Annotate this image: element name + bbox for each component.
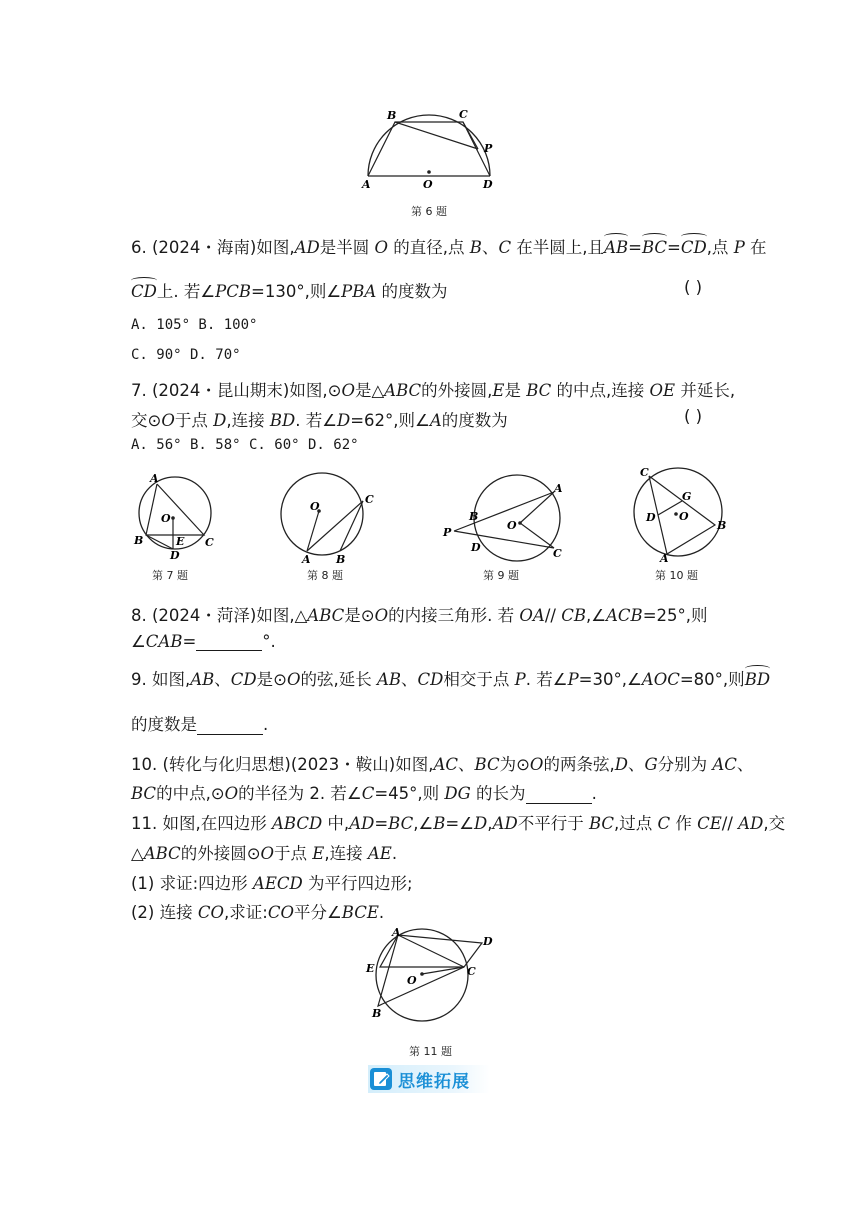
arc-CD-2: CD: [131, 282, 157, 301]
label-E: E: [176, 535, 185, 548]
label-O: O: [507, 519, 517, 532]
label-P: P: [443, 526, 452, 539]
label-C: C: [459, 108, 468, 121]
question-11-line-1: 11. 如图,在四边形 ABCD 中,AD=BC,∠B=∠D,AD不平行于 BC,过点 C 作 CE// AD,交: [131, 814, 786, 833]
label-D: D: [646, 511, 656, 524]
answer-blank-10[interactable]: [526, 785, 592, 804]
figure-9: [440, 474, 575, 564]
label-D: D: [483, 178, 493, 191]
question-8-line-2: ∠CAB= °.: [131, 632, 276, 651]
arc-AB: AB: [604, 238, 629, 257]
question-6-options-ab: A. 105° B. 100°: [131, 317, 258, 333]
label-O: O: [310, 500, 320, 513]
banner-title: 思维拓展: [398, 1072, 470, 1092]
label-O: O: [423, 178, 433, 191]
question-7-line-2: 交⊙O于点 D,连接 BD. 若∠D=62°,则∠A的度数为: [131, 411, 508, 430]
label-E: E: [366, 962, 375, 975]
question-8-line-1: 8. (2024・菏泽)如图,△ABC是⊙O的内接三角形. 若 OA// CB,∠ACB=25°,则: [131, 606, 708, 625]
figure-8: [276, 470, 376, 566]
label-C: C: [467, 965, 476, 978]
label-P: P: [484, 142, 493, 155]
question-7-options: A. 56° B. 58° C. 60° D. 62°: [131, 437, 359, 453]
label-A: A: [302, 553, 311, 566]
figure-6-caption: 第 6 题: [411, 205, 447, 218]
figure-10-caption: 第 10 题: [655, 569, 698, 582]
figure-11-caption: 第 11 题: [409, 1045, 452, 1058]
question-6-line-1: 6. (2024・海南)如图,AD是半圆 O 的直径,点 B、C 在半圆上,且AB=BC=CD,点 P 在: [131, 238, 767, 257]
label-C: C: [205, 536, 214, 549]
label-O: O: [679, 510, 689, 523]
label-A: A: [392, 926, 401, 939]
label-D: D: [170, 549, 180, 560]
label-D: D: [483, 935, 493, 948]
question-11-line-2: △ABC的外接圆⊙O于点 E,连接 AE.: [131, 844, 398, 863]
figure-8-caption: 第 8 题: [307, 569, 343, 582]
question-7-line-1: 7. (2024・昆山期末)如图,⊙O是△ABC的外接圆,E是 BC 的中点,连接 OE 并延长,: [131, 381, 736, 400]
label-C: C: [553, 547, 562, 560]
arc-CD: CD: [680, 238, 707, 257]
question-11-part-1: (1) 求证:四边形 AECD 为平行四边形;: [131, 874, 413, 893]
answer-paren-6: ( ): [684, 278, 703, 297]
question-9-line-2: 的度数是 .: [131, 715, 269, 734]
label-C: C: [640, 466, 649, 479]
label-A: A: [150, 472, 159, 485]
question-6-options-cd: C. 90° D. 70°: [131, 347, 241, 363]
label-B: B: [372, 1007, 382, 1020]
label-B: B: [469, 510, 479, 523]
label-B: B: [387, 109, 397, 122]
label-B: B: [134, 534, 144, 547]
label-A: A: [554, 482, 563, 495]
figure-10: [626, 462, 731, 566]
label-A: A: [660, 552, 669, 565]
section-banner: [368, 1065, 490, 1093]
question-6-line-2: CD上. 若∠PCB=130°,则∠PBA 的度数为: [131, 282, 448, 301]
figure-11: [360, 925, 500, 1025]
label-A: A: [362, 178, 371, 191]
arc-BC: BC: [641, 238, 667, 257]
label-O: O: [161, 512, 171, 525]
pencil-note-icon: [370, 1068, 392, 1090]
label-B: B: [336, 553, 346, 566]
label-C: C: [365, 493, 374, 506]
arc-BD: BD: [744, 670, 771, 689]
figure-9-caption: 第 9 题: [483, 569, 519, 582]
label-G: G: [682, 490, 692, 503]
answer-paren-7: ( ): [684, 407, 703, 426]
label-O: O: [407, 974, 417, 987]
question-10-line-2: BC的中点,⊙O的半径为 2. 若∠C=45°,则 DG 的长为 .: [131, 784, 597, 803]
label-B: B: [717, 519, 727, 532]
answer-blank-8[interactable]: [196, 632, 262, 651]
figure-6: [355, 104, 505, 194]
question-9-line-1: 9. 如图,AB、CD是⊙O的弦,延长 AB、CD相交于点 P. 若∠P=30°,∠AOC=80°,则BD: [131, 670, 771, 689]
label-D: D: [471, 541, 481, 554]
question-11-part-2: (2) 连接 CO,求证:CO平分∠BCE.: [131, 903, 385, 922]
figure-7: [132, 470, 218, 560]
question-10-line-1: 10. (转化与化归思想)(2023・鞍山)如图,AC、BC为⊙O的两条弦,D、G分别为 AC、: [131, 755, 754, 774]
figure-7-caption: 第 7 题: [152, 569, 188, 582]
answer-blank-9[interactable]: [197, 716, 263, 735]
